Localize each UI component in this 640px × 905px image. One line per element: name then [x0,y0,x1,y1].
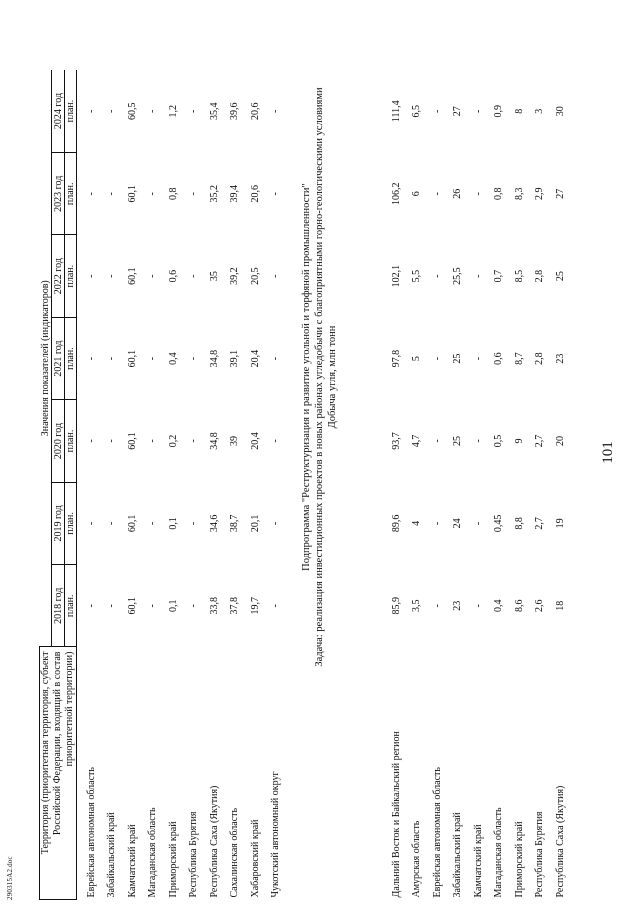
territory-name: Магаданская область [493,807,505,898]
indicator-value: 0,5 [493,434,505,448]
indicator-value: 60,5 [126,102,138,121]
indicator-value: 60,1 [126,597,138,615]
indicator-value: 39,1 [229,349,241,368]
indicator-value: 60,1 [126,349,138,368]
indicator-value: - [147,274,159,278]
indicator-value: 25 [452,435,464,446]
indicator-value: 23 [452,600,464,611]
subprogram-title: Подпрограмма "Реструктуризация и развитие угольной и торфяной промышленности" [301,183,312,571]
indicator-value: 39 [229,435,241,446]
indicator-value: 0,6 [493,352,505,365]
indicator-value: - [188,109,200,113]
indicator-value: 6 [411,191,423,197]
table-row [81,70,102,900]
year-header: 2020 год [52,400,65,482]
indicator-value: - [472,356,484,361]
indicator-value: 34,6 [208,514,220,533]
indicator-value: - [85,604,97,608]
indicator-value: - [270,356,282,361]
year-header: 2023 год [52,153,65,235]
indicator-value: 2,6 [534,599,546,613]
indicator-value: 34,8 [208,432,220,450]
indicators-group-header: Значения показателей (индикаторов) [40,70,52,647]
indicator-value: 8,5 [513,269,525,283]
table-row [530,70,551,900]
table-row [163,70,184,900]
plan-header: план. [65,400,77,482]
indicator-value: 2,7 [534,434,546,448]
indicator-value: - [147,356,159,361]
indicator-value: - [188,604,200,608]
indicator-value: - [85,192,97,196]
indicator-value: - [431,192,443,196]
indicator-value: 33,8 [208,597,220,615]
indicator-value: 20,6 [249,185,261,203]
indicator-value: 2,8 [534,352,546,365]
territory-name: Сахалинская область [229,807,241,898]
subprogram-task: Задача: реализация инвестиционных проектов в новых районах угледобычи с благоприятными горно-геологическими условиями [314,87,325,667]
indicator-value: - [431,356,443,361]
indicator-value: 35,2 [208,185,220,203]
indicator-value: 0,4 [167,352,179,365]
territory-name: Дальний Восток и Байкальский регион [390,731,402,898]
territory-name: Республика Бурятия [188,811,200,898]
indicator-value: - [270,439,282,443]
indicator-value: 39,2 [229,267,241,285]
indicator-value: 97,8 [390,349,402,368]
territory-name: Забайкальский край [106,812,118,898]
indicator-value: 0,4 [493,599,505,613]
indicator-value: - [188,274,200,278]
indicator-value: 20 [554,435,566,446]
indicator-value: 25 [452,353,464,364]
indicator-value: - [106,192,118,196]
table-row [489,70,510,900]
indicator-value: 27 [554,188,566,199]
indicator-value: 111,4 [390,100,402,123]
plan-header: план. [65,70,77,153]
indicator-value: - [147,192,159,196]
indicator-value: - [106,356,118,361]
indicator-value: 25,5 [452,267,464,285]
indicator-value: 102,1 [390,264,402,288]
territory-name: Еврейская автономная область [431,767,443,898]
table-row [427,70,448,900]
indicator-value: 8,8 [513,517,525,530]
indicator-value: 4 [411,520,423,526]
indicator-value: - [431,439,443,443]
indicator-value: 8,7 [513,352,525,365]
indicator-value: 2,8 [534,269,546,283]
indicator-value: - [270,109,282,113]
table-row [102,70,123,900]
table-row [204,70,225,900]
plan-header: план. [65,482,77,564]
indicator-value: 0,8 [167,187,179,201]
page-number: 101 [600,441,616,464]
territory-name: Камчатский край [472,824,484,898]
indicator-value: 0,7 [493,269,505,283]
table-row [245,70,266,900]
indicator-name: Добыча угля, млн тонн [327,325,338,429]
indicator-value: 23 [554,353,566,364]
indicator-value: 20,4 [249,432,261,450]
indicator-value: - [85,439,97,443]
indicator-value: - [188,192,200,196]
indicator-value: 0,9 [493,105,505,118]
territory-name: Амурская область [411,820,423,898]
indicator-value: 89,6 [390,514,402,533]
indicator-value: 26 [452,188,464,199]
year-header: 2021 год [52,317,65,399]
indicator-value: - [472,604,484,608]
indicator-value: 24 [452,518,464,529]
indicator-value: - [147,604,159,608]
indicator-value: 8 [513,108,525,114]
year-header: 2022 год [52,235,65,317]
indicator-value: 35 [208,271,220,282]
indicator-value: 27 [452,106,464,117]
indicator-value: - [431,604,443,608]
indicator-value: 30 [554,106,566,117]
indicator-value: - [472,521,484,526]
table-row [468,70,489,900]
indicator-value: 60,1 [126,432,138,450]
indicator-value: 0,8 [493,187,505,201]
table-row [122,70,143,900]
year-header: 2018 год [52,565,65,647]
indicator-value: - [188,356,200,361]
plan-header: план. [65,565,77,647]
indicator-value: 1,2 [167,105,179,118]
indicator-value: 60,1 [126,185,138,203]
indicator-value: - [106,274,118,278]
territory-name: Еврейская автономная область [85,767,97,898]
indicator-value: 20,1 [249,514,261,533]
indicator-value: - [106,109,118,113]
territory-name: Камчатский край [126,824,138,898]
indicator-value: 20,5 [249,267,261,285]
indicator-value: 20,6 [249,102,261,121]
indicator-value: 0,6 [167,269,179,283]
indicator-value: - [106,439,118,443]
indicator-value: 5 [411,356,423,362]
indicator-value: 93,7 [390,432,402,450]
indicator-value: 2,9 [534,187,546,201]
table-row [407,70,428,900]
year-header: 2019 год [52,482,65,564]
table-row [550,70,571,900]
indicator-value: - [270,604,282,608]
territory-name: Приморский край [167,821,179,898]
indicator-value: 19 [554,518,566,529]
indicator-value: 3,5 [411,599,423,613]
territory-column-header: Территория (приоритетная территория, субъект Российской Федерации, входящий в состав приоритетной территории) [40,647,77,900]
indicator-value: 5,5 [411,269,423,283]
indicator-value: 8,3 [513,187,525,201]
year-header: 2024 год [52,70,65,153]
table-row [509,70,530,900]
plan-header: план. [65,153,77,235]
territory-name: Забайкальский край [452,812,464,898]
territory-name: Чукотский автономный округ [270,771,282,898]
table-row [448,70,469,900]
indicator-value: - [106,521,118,526]
indicator-value: 9 [513,438,525,444]
territory-name: Приморский край [513,821,525,898]
table-row [386,70,407,900]
territory-name: Республика Бурятия [534,811,546,898]
indicator-value: - [472,439,484,443]
table-row [184,70,205,900]
indicator-value: 37,8 [229,597,241,615]
indicator-value: 60,1 [126,514,138,533]
indicator-value: - [188,439,200,443]
indicator-value: - [85,356,97,361]
indicator-value: 18 [554,600,566,611]
indicator-value: 85,9 [390,597,402,615]
indicator-value: - [472,109,484,113]
indicator-value: 20,4 [249,349,261,368]
indicator-value: 39,6 [229,102,241,121]
indicator-value: - [106,604,118,608]
plan-header: план. [65,235,77,317]
indicator-value: 8,6 [513,599,525,613]
table-row [225,70,246,900]
table-row [143,70,164,900]
indicator-value: 0,1 [167,517,179,530]
indicator-value: 34,8 [208,349,220,368]
indicator-value: - [431,274,443,278]
indicator-value: 38,7 [229,514,241,533]
indicator-value: - [270,192,282,196]
indicator-value: - [85,274,97,278]
indicator-value: 0,2 [167,434,179,448]
indicator-value: - [270,274,282,278]
indicator-value: 0,1 [167,599,179,613]
indicator-value: 106,2 [390,182,402,206]
table-row [266,70,287,900]
subprogram-block [300,67,339,687]
indicator-value: 2,7 [534,517,546,530]
indicator-value: - [147,439,159,443]
indicator-value: - [147,521,159,526]
document-code: 290315А2.doc [6,856,14,900]
plan-header: план. [65,317,77,399]
territory-name: Хабаровский край [249,819,261,898]
indicator-value: - [85,109,97,113]
territory-name: Магаданская область [147,807,159,898]
indicator-value: 0,45 [493,514,505,533]
indicator-value: 39,4 [229,185,241,203]
indicator-value: 25 [554,271,566,282]
territory-name: Республика Саха (Якутия) [208,785,220,898]
indicator-value: - [472,274,484,278]
indicator-value: 19,7 [249,597,261,615]
indicator-value: - [85,521,97,526]
indicator-value: - [431,109,443,113]
territory-name: Республика Саха (Якутия) [554,785,566,898]
indicator-value: 6,5 [411,105,423,118]
indicator-value: - [188,521,200,526]
indicator-value: 60,1 [126,267,138,285]
indicator-value: - [431,521,443,526]
indicator-value: 35,4 [208,102,220,121]
indicator-value: 4,7 [411,434,423,448]
indicator-value: - [472,192,484,196]
indicator-value: - [270,521,282,526]
indicator-value: 3 [534,108,546,114]
indicator-value: - [147,109,159,113]
